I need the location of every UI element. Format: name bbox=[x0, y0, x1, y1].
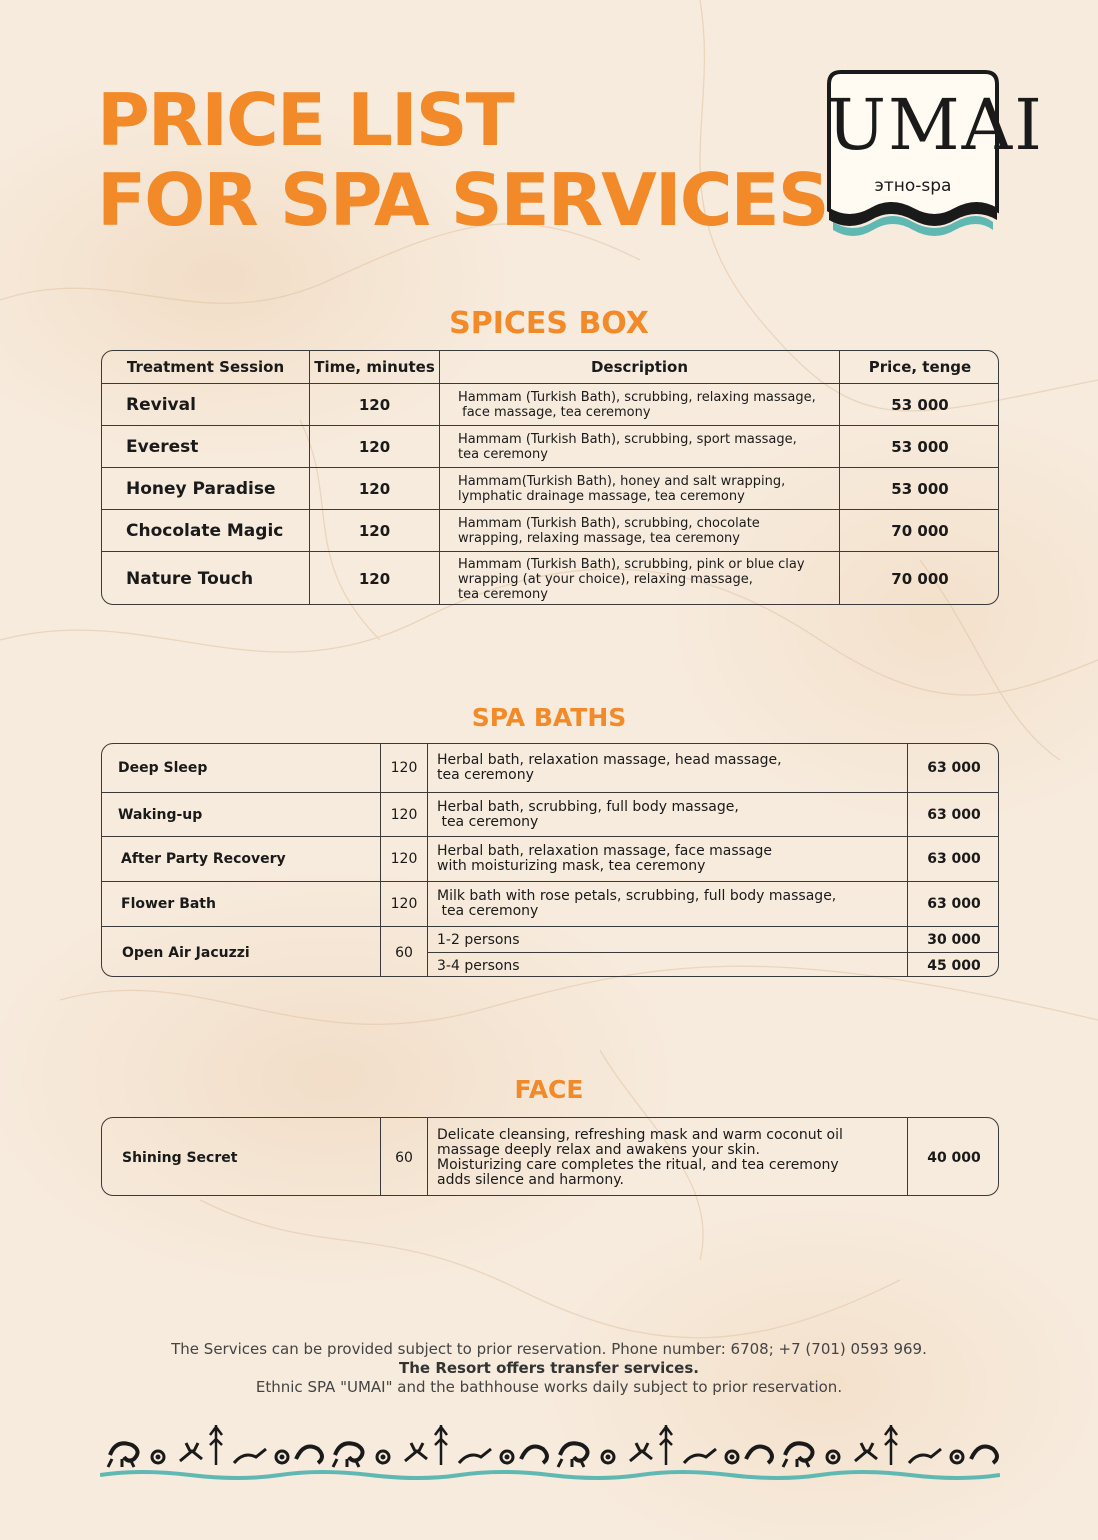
desc-line: Herbal bath, relaxation massage, head massage, bbox=[437, 752, 782, 768]
footer-reservation: The Services can be provided subject to prior reservation. Phone number: 6708; +7 (701) 0593 969. bbox=[171, 1340, 927, 1358]
logo-subtitle: этно-spa bbox=[874, 176, 952, 196]
jacuzzi-option-desc: 3-4 persons bbox=[437, 957, 520, 974]
desc-line: Hammam(Turkish Bath), honey and salt wrapping, bbox=[458, 473, 786, 489]
treatment-time: 120 bbox=[310, 552, 440, 605]
bath-time: 120 bbox=[381, 837, 428, 881]
treatment-time: 120 bbox=[310, 510, 440, 551]
table-header-row bbox=[102, 351, 999, 384]
desc-line: wrapping, relaxing massage, tea ceremony bbox=[458, 530, 740, 546]
bath-time: 120 bbox=[381, 882, 428, 926]
treatment-description bbox=[440, 510, 840, 551]
table-row-jacuzzi bbox=[102, 927, 999, 977]
bath-description bbox=[428, 882, 908, 926]
treatment-time: 120 bbox=[310, 426, 440, 467]
treatment-price: 70 000 bbox=[891, 521, 949, 540]
page-title bbox=[97, 80, 828, 240]
face-title: FACE bbox=[514, 1075, 584, 1104]
ethnic-ornament-icon bbox=[100, 1415, 1000, 1485]
treatment-description bbox=[440, 468, 840, 509]
desc-line: Herbal bath, relaxation massage, face massage bbox=[437, 843, 773, 859]
table-row bbox=[102, 744, 999, 793]
treatment-time: 120 bbox=[310, 384, 440, 425]
bath-description bbox=[428, 744, 908, 792]
desc-line: Herbal bath, scrubbing, full body massage, bbox=[437, 798, 739, 815]
header-description: Description bbox=[440, 351, 840, 383]
footer-notes bbox=[0, 1340, 1098, 1397]
desc-line: Hammam (Turkish Bath), scrubbing, relaxing massage, bbox=[458, 389, 816, 405]
treatment-name: Revival bbox=[102, 384, 310, 425]
table-row bbox=[102, 510, 999, 552]
bath-name: Waking-up bbox=[102, 793, 381, 836]
bath-description bbox=[428, 837, 908, 881]
table-row bbox=[102, 552, 999, 605]
desc-line: Delicate cleansing, refreshing mask and warm coconut oil bbox=[437, 1126, 843, 1143]
treatment-name: Nature Touch bbox=[102, 552, 310, 605]
desc-line: tea ceremony bbox=[437, 767, 534, 783]
desc-line: tea ceremony bbox=[458, 586, 548, 602]
desc-line: wrapping (at your choice), relaxing massage, bbox=[458, 571, 753, 587]
treatment-name: Everest bbox=[102, 426, 310, 467]
bath-price: 63 000 bbox=[927, 760, 981, 776]
jacuzzi-prices bbox=[908, 927, 999, 977]
face-name: Shining Secret bbox=[102, 1118, 381, 1196]
desc-line: Moisturizing care completes the ritual, and tea ceremony bbox=[437, 1156, 839, 1173]
bath-time: 120 bbox=[381, 793, 428, 836]
face-table bbox=[101, 1117, 999, 1196]
desc-line: Hammam (Turkish Bath), scrubbing, sport massage, bbox=[458, 431, 797, 447]
treatment-time: 120 bbox=[310, 468, 440, 509]
bath-name: After Party Recovery bbox=[102, 837, 381, 881]
treatment-description bbox=[440, 384, 840, 425]
bath-name: Flower Bath bbox=[102, 882, 381, 926]
table-row bbox=[102, 837, 999, 882]
table-row bbox=[102, 1118, 999, 1196]
title-line-2: FOR SPA SERVICES bbox=[97, 158, 828, 242]
treatment-price: 53 000 bbox=[891, 395, 949, 414]
desc-line: Hammam (Turkish Bath), scrubbing, pink or blue clay bbox=[458, 556, 805, 572]
table-row bbox=[102, 882, 999, 927]
logo-wordmark: UMAI bbox=[827, 84, 1044, 166]
treatment-price: 53 000 bbox=[891, 479, 949, 498]
header-price: Price, tenge bbox=[868, 358, 972, 376]
desc-line: lymphatic drainage massage, tea ceremony bbox=[458, 488, 745, 504]
bath-time: 60 bbox=[381, 927, 428, 977]
treatment-description bbox=[440, 552, 840, 605]
bath-price: 63 000 bbox=[927, 806, 981, 823]
face-description bbox=[428, 1118, 908, 1196]
desc-line: massage deeply relax and awakens your skin. bbox=[437, 1141, 761, 1158]
desc-line: with moisturizing mask, tea ceremony bbox=[437, 858, 706, 874]
footer-transfer: The Resort offers transfer services. bbox=[399, 1359, 699, 1377]
desc-line: tea ceremony bbox=[437, 813, 539, 830]
table-row bbox=[102, 468, 999, 510]
bath-name: Open Air Jacuzzi bbox=[102, 927, 381, 977]
treatment-price: 53 000 bbox=[891, 437, 949, 456]
jacuzzi-options bbox=[428, 927, 908, 977]
desc-line: Hammam (Turkish Bath), scrubbing, chocolate bbox=[458, 515, 760, 531]
jacuzzi-option-price: 30 000 bbox=[927, 931, 981, 948]
spa-baths-table bbox=[101, 743, 999, 977]
desc-line: tea ceremony bbox=[437, 903, 539, 919]
desc-line: face massage, tea ceremony bbox=[458, 404, 651, 420]
bath-time: 120 bbox=[381, 744, 428, 792]
table-row bbox=[102, 793, 999, 837]
desc-line: tea ceremony bbox=[458, 446, 548, 462]
footer-hours: Ethnic SPA "UMAI" and the bathhouse works daily subject to prior reservation. bbox=[255, 1378, 843, 1396]
title-line-1: PRICE LIST bbox=[97, 78, 513, 162]
spices-box-title: SPICES BOX bbox=[449, 306, 649, 341]
jacuzzi-option-price: 45 000 bbox=[927, 957, 981, 974]
face-time: 60 bbox=[381, 1118, 428, 1196]
table-row bbox=[102, 426, 999, 468]
header-time: Time, minutes bbox=[310, 351, 440, 383]
face-price: 40 000 bbox=[927, 1149, 981, 1166]
treatment-name: Honey Paradise bbox=[102, 468, 310, 509]
table-row bbox=[102, 384, 999, 426]
header-treatment: Treatment Session bbox=[102, 351, 310, 383]
spices-box-table bbox=[101, 350, 999, 605]
bath-description bbox=[428, 793, 908, 836]
bath-price: 63 000 bbox=[927, 851, 981, 867]
treatment-name: Chocolate Magic bbox=[102, 510, 310, 551]
treatment-description bbox=[440, 426, 840, 467]
desc-line: Milk bath with rose petals, scrubbing, full body massage, bbox=[437, 888, 837, 904]
umai-logo bbox=[827, 70, 1044, 240]
bath-price: 63 000 bbox=[927, 896, 981, 912]
bath-name: Deep Sleep bbox=[102, 744, 381, 792]
spa-baths-title: SPA BATHS bbox=[471, 703, 627, 732]
desc-line: adds silence and harmony. bbox=[437, 1171, 624, 1188]
treatment-price: 70 000 bbox=[891, 570, 949, 588]
jacuzzi-option-desc: 1-2 persons bbox=[437, 931, 520, 948]
